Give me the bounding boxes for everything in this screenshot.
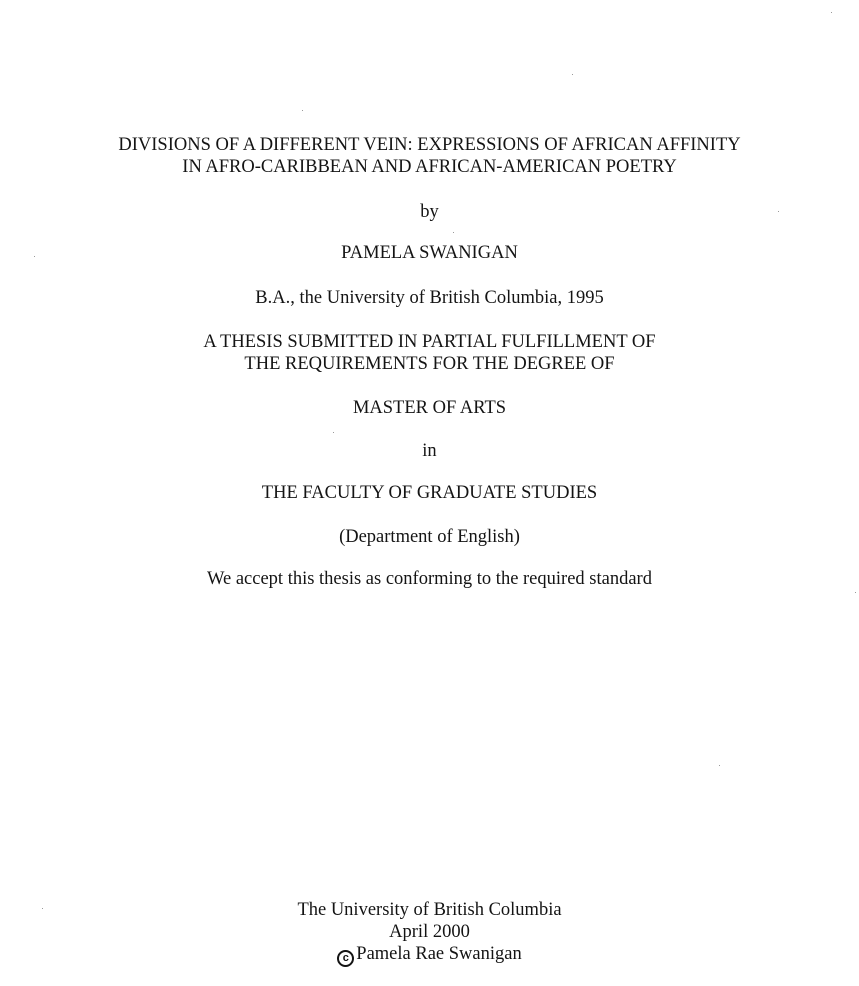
scan-speck [855, 592, 856, 593]
submission-statement-line-1: A THESIS SUBMITTED IN PARTIAL FULFILLMENT OF [203, 332, 656, 352]
prior-degree: B.A., the University of British Columbia, 1995 [255, 288, 604, 308]
scan-speck [572, 74, 573, 75]
submission-statement-line-2: THE REQUIREMENTS FOR THE DEGREE OF [244, 354, 615, 374]
copyright-line [0, 943, 859, 967]
submission-date: April 2000 [389, 922, 470, 942]
copyright-icon: c [337, 950, 354, 967]
scan-speck [719, 765, 720, 766]
scan-speck [778, 211, 779, 212]
author-name: PAMELA SWANIGAN [341, 243, 518, 263]
scan-speck [333, 432, 334, 433]
department-name: (Department of English) [339, 527, 520, 547]
scan-speck [34, 256, 35, 257]
thesis-title-line-1: DIVISIONS OF A DIFFERENT VEIN: EXPRESSIONS OF AFRICAN AFFINITY [118, 135, 741, 155]
degree-name: MASTER OF ARTS [352, 398, 507, 418]
by-label: by [420, 202, 439, 222]
scan-speck [42, 908, 43, 909]
in-label: in [422, 441, 437, 461]
scan-speck [453, 232, 454, 233]
scan-speck [831, 12, 832, 13]
thesis-title-line-2: IN AFRO-CARIBBEAN AND AFRICAN-AMERICAN POETRY [182, 157, 677, 177]
scan-speck [302, 110, 303, 111]
copyright-holder: Pamela Rae Swanigan [356, 944, 522, 964]
faculty-name: THE FACULTY OF GRADUATE STUDIES [261, 483, 598, 503]
acceptance-statement: We accept this thesis as conforming to the required standard [207, 569, 652, 589]
university-name: The University of British Columbia [297, 900, 562, 920]
